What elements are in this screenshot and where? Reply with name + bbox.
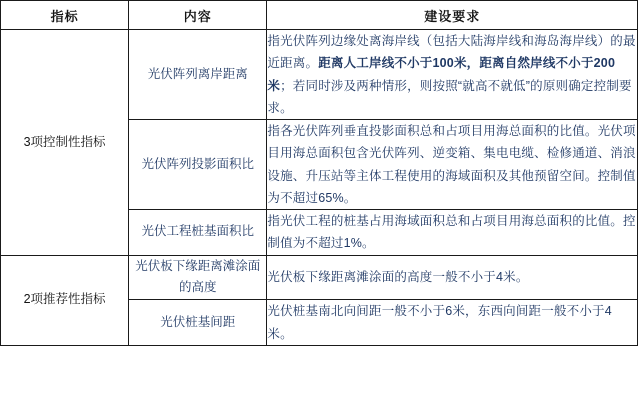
indicator-item-cell: 光伏阵列离岸距离 — [129, 30, 267, 120]
indicator-requirement-cell — [267, 30, 638, 120]
column-header-requirement: 建设要求 — [267, 1, 638, 30]
indicator-requirement-cell — [267, 255, 638, 300]
table-header-row — [1, 1, 638, 30]
table-row — [1, 30, 638, 120]
requirement-text: 光伏板下缘距离滩涂面的高度一般不小于4米。 — [267, 270, 529, 285]
requirement-text: 指光伏阵列边缘处离海岸线（包括大陆海岸线和海岛海岸线）的最近距离。 — [267, 34, 636, 71]
table-body — [1, 30, 638, 346]
column-header-content: 内容 — [129, 1, 267, 30]
indicator-item-cell: 光伏桩基间距 — [129, 300, 267, 346]
indicator-requirement-cell — [267, 210, 638, 256]
indicator-category-cell: 2项推荐性指标 — [1, 255, 129, 345]
requirement-emphasis: 距离人工岸线不小于100米，距离自然岸线不小于200米 — [267, 56, 616, 93]
indicator-requirement-cell — [267, 300, 638, 346]
indicator-item-cell: 光伏工程桩基面积比 — [129, 210, 267, 256]
requirement-text: 光伏桩基南北向间距一般不小于6米，东西向间距一般不小于4米。 — [267, 304, 612, 341]
indicator-item-cell: 光伏阵列投影面积比 — [129, 120, 267, 210]
indicator-item-cell: 光伏板下缘距离滩涂面的高度 — [129, 255, 267, 300]
requirement-text: ；若同时涉及两种情形，则按照“就高不就低”的原则确定控制要求。 — [267, 78, 632, 115]
table-row — [1, 255, 638, 300]
indicator-requirement-cell — [267, 120, 638, 210]
indicator-category-cell: 3项控制性指标 — [1, 30, 129, 256]
column-header-indicator: 指标 — [1, 1, 129, 30]
requirement-text: 指各光伏阵列垂直投影面积总和占项目用海总面积的比值。光伏项目用海总面积包含光伏阵列、逆变箱、集电电缆、检修通道、消浪设施、升压站等主体工程使用的海域面积及其他预留空间。控制值为不超过65%。 — [267, 124, 636, 205]
requirement-text: 指光伏工程的桩基占用海域面积总和占项目用海总面积的比值。控制值为不超过1%。 — [267, 214, 636, 251]
